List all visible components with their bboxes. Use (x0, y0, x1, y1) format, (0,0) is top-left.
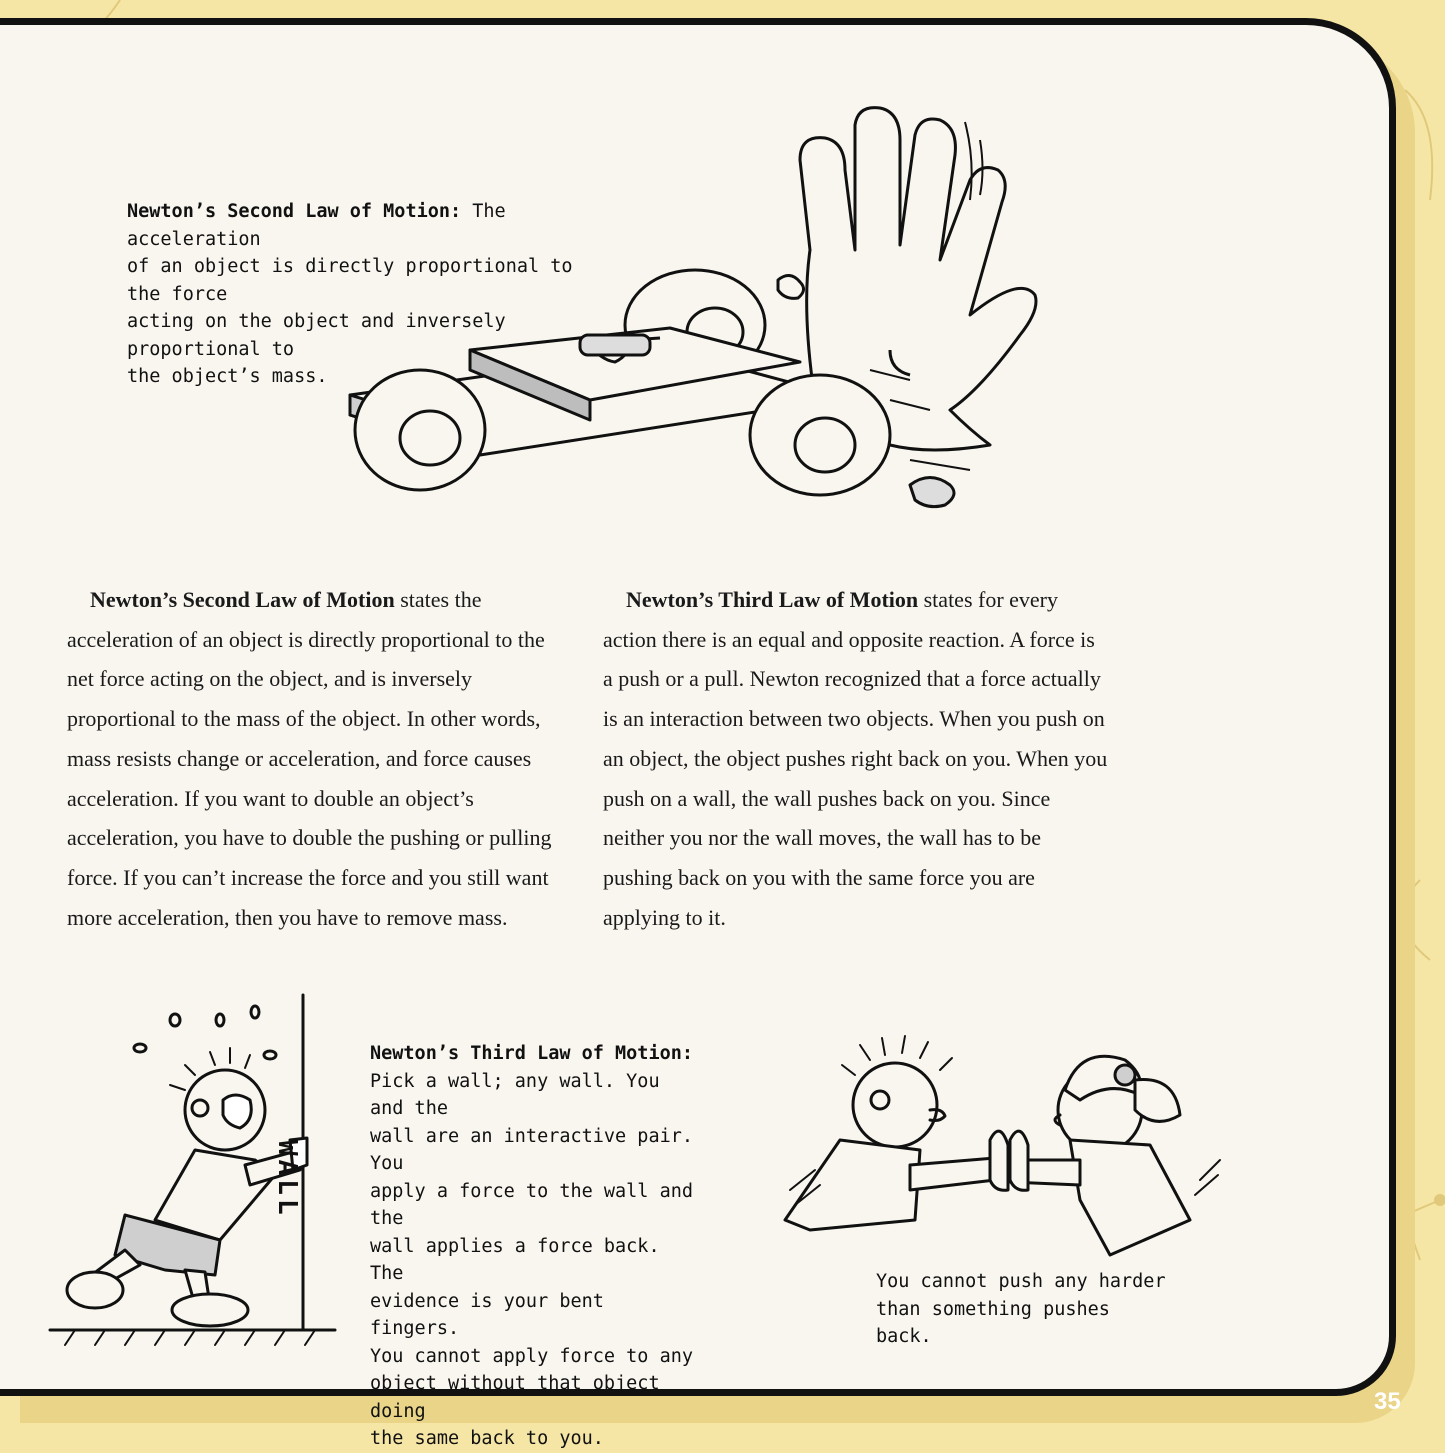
third-law-text: states for every action there is an equal and opposite reaction. A force is a push or a pull. Newton recognized that a force actually is an interaction between two objects. When you push on an object, the object pushes right back on you. When you push on a wall, the wall pushes back on you. Since neither you nor the wall moves, the wall has to be pushing back on you with the same force you are applying to it. (603, 587, 1108, 930)
two-kids-pushing-illustration (780, 1020, 1230, 1260)
second-law-text: states the acceleration of an object is directly proportional to the net force acting on the object, and is inversely proportional to the mass of the object. In other words, mass resists change or acceleration, and force causes acceleration. If you want to double an object’s acceleration, you have to double the pushing or pulling force. If you can’t increase the force and you still want more acceleration, then you have to remove mass. (67, 587, 552, 930)
caption-third-law-line: You cannot apply force to any (370, 1345, 694, 1367)
caption-push-back (876, 1268, 1166, 1351)
caption-second-law-title: Newton’s Second Law of Motion: (127, 201, 462, 222)
caption-third-law-line: the same back to you. (370, 1428, 604, 1449)
second-law-term: Newton’s Second Law of Motion (90, 587, 395, 612)
caption-third-law-line: evidence is your bent fingers. (370, 1290, 604, 1339)
caption-third-law-line: object without that object doing (370, 1373, 660, 1422)
caption-third-law-title: Newton’s Third Law of Motion: (370, 1043, 694, 1064)
caption-push-back-line: than something pushes back. (876, 1298, 1110, 1347)
caption-second-law (127, 198, 607, 391)
caption-third-law-line: wall are an interactive pair. You (370, 1125, 694, 1174)
caption-second-law-line: The acceleration (127, 201, 506, 250)
caption-second-law-line: acting on the object and inversely proportional to (127, 311, 506, 360)
third-law-term: Newton’s Third Law of Motion (626, 587, 919, 612)
caption-third-law (370, 1040, 700, 1453)
body-column-left (67, 580, 567, 937)
wall-label (273, 1140, 301, 1219)
caption-third-law-line: wall applies a force back. The (370, 1235, 660, 1284)
wall-label-text: WALL (272, 1140, 302, 1219)
caption-third-law-line: Pick a wall; any wall. You and the (370, 1070, 660, 1119)
body-column-right (603, 580, 1108, 937)
caption-second-law-line: the object’s mass. (127, 366, 328, 387)
caption-push-back-line: You cannot push any harder (876, 1271, 1166, 1292)
caption-second-law-line: of an object is directly proportional to the force (127, 256, 573, 305)
caption-third-law-line: apply a force to the wall and the (370, 1180, 694, 1229)
page-number: 35 (1374, 1388, 1401, 1415)
